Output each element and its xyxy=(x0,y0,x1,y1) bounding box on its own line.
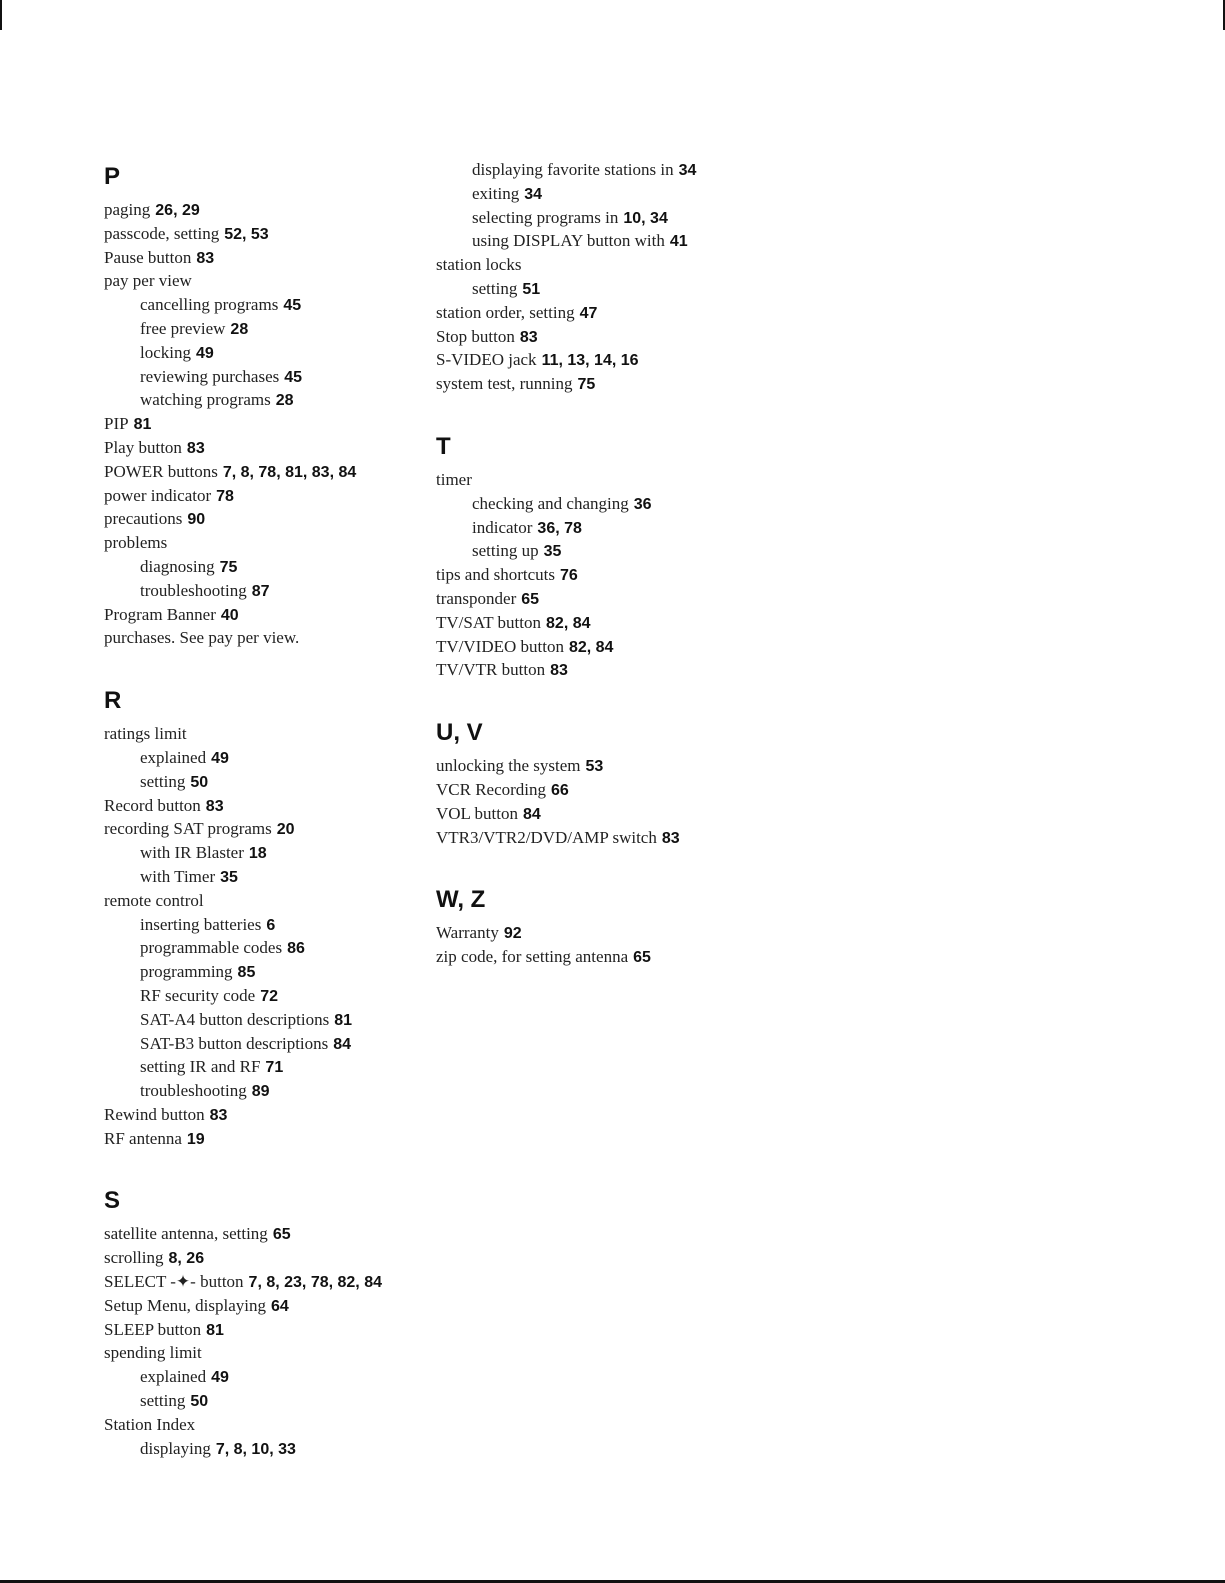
entry-page-numbers: 18 xyxy=(248,845,267,863)
index-entry xyxy=(104,1341,434,1365)
index-subentry xyxy=(436,158,776,182)
entry-term: explained xyxy=(140,747,207,767)
entry-page-numbers: 47 xyxy=(579,304,598,322)
entry-page-numbers: 49 xyxy=(211,749,229,767)
entry-term: programming xyxy=(140,962,233,982)
entry-term: POWER buttons xyxy=(104,461,218,481)
entry-page-numbers: 83 xyxy=(661,829,680,847)
index-subentry xyxy=(104,1437,434,1461)
section-letter-heading: R xyxy=(104,687,122,715)
index-subentry xyxy=(104,293,434,317)
index-entry xyxy=(436,635,776,659)
index-entry xyxy=(104,269,434,293)
entry-page-numbers: 84 xyxy=(523,805,541,823)
entry-term: selecting programs in xyxy=(472,207,619,227)
index-column-left xyxy=(104,160,434,1460)
entry-page-numbers: 64 xyxy=(270,1297,289,1315)
entry-term: TV/SAT button xyxy=(436,612,542,632)
index-subentry xyxy=(436,539,776,563)
index-entry xyxy=(104,794,434,818)
index-entry xyxy=(104,1318,434,1342)
entry-page-numbers: 20 xyxy=(276,821,295,839)
index-section xyxy=(436,158,776,396)
index-entry xyxy=(436,253,776,277)
entry-page-numbers: 28 xyxy=(275,392,294,410)
index-subentry xyxy=(104,388,434,412)
entry-page-numbers: 82, 84 xyxy=(546,614,591,632)
index-entry xyxy=(436,563,776,587)
entry-page-numbers: 52, 53 xyxy=(224,225,269,243)
entry-page-numbers: 92 xyxy=(503,925,522,943)
entry-page-numbers: 84 xyxy=(333,1035,352,1053)
entry-term: power indicator xyxy=(104,485,212,505)
entry-page-numbers: 81 xyxy=(206,1321,224,1339)
entry-term: reviewing purchases xyxy=(140,366,280,386)
entry-page-numbers: 7, 8, 23, 78, 82, 84 xyxy=(248,1274,382,1292)
index-entry xyxy=(104,460,434,484)
entry-term: watching programs xyxy=(140,390,271,410)
entry-term: troubleshooting xyxy=(140,1081,247,1101)
entry-term: programmable codes xyxy=(140,938,283,958)
entry-page-numbers: 10, 34 xyxy=(623,209,668,227)
entry-page-numbers: 7, 8, 10, 33 xyxy=(215,1440,296,1458)
entry-term: PIP xyxy=(104,414,129,434)
index-entry xyxy=(104,1270,434,1294)
index-subentry xyxy=(436,206,776,230)
entry-page-numbers: 86 xyxy=(287,940,305,958)
entry-page-numbers: 49 xyxy=(196,344,214,362)
entry-term: timer xyxy=(436,469,472,489)
entry-term: setting xyxy=(140,771,186,791)
index-column-right xyxy=(436,158,776,969)
entry-page-numbers: 6 xyxy=(266,916,276,934)
index-subentry xyxy=(104,1032,434,1056)
entry-page-numbers: 71 xyxy=(265,1059,284,1077)
entry-page-numbers: 83 xyxy=(519,328,538,346)
index-entry xyxy=(104,1222,434,1246)
entry-term: station order, setting xyxy=(436,302,575,322)
entry-term: SLEEP button xyxy=(104,1319,202,1339)
index-subentry xyxy=(104,1365,434,1389)
index-subentry xyxy=(104,841,434,865)
index-entry xyxy=(104,603,434,627)
entry-page-numbers: 65 xyxy=(633,949,651,967)
index-entry xyxy=(436,587,776,611)
entry-page-numbers: 7, 8, 78, 81, 83, 84 xyxy=(222,463,357,481)
index-entry xyxy=(436,348,776,372)
entry-page-numbers: 78 xyxy=(216,487,234,505)
entry-page-numbers: 89 xyxy=(251,1083,270,1101)
index-entry xyxy=(104,1103,434,1127)
section-letter-heading: P xyxy=(104,163,121,190)
entry-term: zip code, for setting antenna xyxy=(436,947,629,967)
entry-term: with Timer xyxy=(140,866,216,886)
entry-page-numbers: 28 xyxy=(230,320,249,338)
entry-page-numbers: 90 xyxy=(187,511,206,529)
entry-page-numbers: 81 xyxy=(334,1011,353,1029)
entry-term: displaying xyxy=(140,1438,211,1458)
index-entry xyxy=(436,468,776,492)
entry-term: TV/VIDEO button xyxy=(436,636,564,656)
entry-term: with IR Blaster xyxy=(140,843,244,863)
index-entry xyxy=(104,722,434,746)
entry-term: satellite antenna, setting xyxy=(104,1224,268,1244)
entry-page-numbers: 45 xyxy=(284,368,303,386)
index-subentry xyxy=(436,182,776,206)
entry-term: setting xyxy=(140,1391,186,1411)
index-entry xyxy=(436,945,776,969)
index-subentry xyxy=(104,317,434,341)
entry-page-numbers: 66 xyxy=(551,781,569,799)
entry-page-numbers: 65 xyxy=(272,1226,291,1244)
entry-term: Setup Menu, displaying xyxy=(104,1295,266,1315)
entry-page-numbers: 85 xyxy=(237,964,256,982)
entry-term: passcode, setting xyxy=(104,223,220,243)
entry-term: displaying favorite stations in xyxy=(472,160,674,179)
entry-page-numbers: 53 xyxy=(585,758,604,776)
index-entry xyxy=(104,507,434,531)
entry-term: troubleshooting xyxy=(140,580,247,600)
index-entry xyxy=(436,325,776,349)
index-section xyxy=(436,883,776,969)
index-section xyxy=(104,684,434,1150)
entry-term: RF security code xyxy=(140,985,256,1005)
index-entry xyxy=(436,611,776,635)
entry-term: ratings limit xyxy=(104,724,187,744)
index-section xyxy=(104,1184,434,1460)
index-entry xyxy=(104,1294,434,1318)
entry-term: Record button xyxy=(104,795,201,815)
index-entry xyxy=(104,222,434,246)
entry-term: free preview xyxy=(140,318,226,338)
entry-term: Program Banner xyxy=(104,604,216,624)
entry-term: indicator xyxy=(472,517,533,537)
entry-term: pay per view xyxy=(104,271,192,291)
entry-page-numbers: 36, 78 xyxy=(537,519,582,537)
entry-page-numbers: 34 xyxy=(524,185,543,203)
entry-term: exiting xyxy=(472,183,520,203)
index-section xyxy=(436,716,776,849)
index-subentry xyxy=(104,936,434,960)
entry-term: VOL button xyxy=(436,803,519,823)
index-entry xyxy=(104,626,434,650)
index-section xyxy=(436,430,776,682)
entry-page-numbers: 75 xyxy=(219,558,238,576)
index-entry xyxy=(104,817,434,841)
entry-term: SAT-B3 button descriptions xyxy=(140,1033,329,1053)
index-entry xyxy=(104,198,434,222)
entry-term: system test, running xyxy=(436,374,573,394)
entry-page-numbers: 83 xyxy=(209,1106,228,1124)
index-subentry xyxy=(436,277,776,301)
entry-term: SAT-A4 button descriptions xyxy=(140,1009,330,1029)
index-entry xyxy=(104,889,434,913)
entry-page-numbers: 81 xyxy=(133,416,152,434)
entry-term: Pause button xyxy=(104,247,192,267)
entry-term: Play button xyxy=(104,437,182,457)
entry-term: tips and shortcuts xyxy=(436,565,555,585)
section-letter-heading: T xyxy=(436,432,451,460)
index-entry xyxy=(104,436,434,460)
entry-page-numbers: 35 xyxy=(543,543,562,561)
entry-page-numbers: 45 xyxy=(283,297,302,315)
entry-term: unlocking the system xyxy=(436,756,581,776)
entry-page-numbers: 83 xyxy=(196,249,215,267)
entry-term: Stop button xyxy=(436,326,515,346)
entry-page-numbers: 72 xyxy=(260,987,278,1005)
entry-term: TV/VTR button xyxy=(436,660,546,680)
index-section xyxy=(104,160,434,650)
index-subentry xyxy=(104,1079,434,1103)
entry-page-numbers: 11, 13, 14, 16 xyxy=(541,352,639,370)
entry-page-numbers: 49 xyxy=(211,1369,229,1387)
entry-term: paging xyxy=(104,200,151,219)
entry-term: Rewind button xyxy=(104,1104,205,1124)
entry-term: remote control xyxy=(104,890,204,910)
index-subentry xyxy=(104,960,434,984)
entry-page-numbers: 19 xyxy=(186,1130,205,1148)
entry-term: purchases. See pay per view. xyxy=(104,628,300,648)
index-entry xyxy=(104,531,434,555)
entry-page-numbers: 26, 29 xyxy=(155,202,200,219)
section-gap xyxy=(436,682,776,716)
entry-page-numbers: 41 xyxy=(669,233,688,251)
entry-term: Warranty xyxy=(436,923,499,943)
index-subentry xyxy=(104,555,434,579)
entry-term: inserting batteries xyxy=(140,914,262,934)
entry-term: explained xyxy=(140,1367,207,1387)
index-entry xyxy=(104,1127,434,1151)
index-subentry xyxy=(104,865,434,889)
entry-term: recording SAT programs xyxy=(104,819,272,839)
entry-page-numbers: 75 xyxy=(577,376,596,394)
entry-term: diagnosing xyxy=(140,556,215,576)
index-entry xyxy=(436,826,776,850)
entry-page-numbers: 35 xyxy=(220,868,238,886)
entry-term: setting xyxy=(472,278,518,298)
index-entry xyxy=(436,802,776,826)
entry-page-numbers: 83 xyxy=(550,662,568,680)
entry-term: setting up xyxy=(472,541,539,561)
index-entry xyxy=(436,778,776,802)
index-subentry xyxy=(104,913,434,937)
entry-term: Station Index xyxy=(104,1414,196,1434)
entry-term: precautions xyxy=(104,509,183,529)
entry-page-numbers: 83 xyxy=(186,439,205,457)
entry-term: setting IR and RF xyxy=(140,1057,261,1077)
index-entry xyxy=(104,1246,434,1270)
index-entry xyxy=(436,301,776,325)
index-subentry xyxy=(104,1008,434,1032)
entry-page-numbers: 40 xyxy=(220,606,239,624)
entry-term: station locks xyxy=(436,255,522,275)
index-subentry xyxy=(436,516,776,540)
entry-page-numbers: 83 xyxy=(205,797,224,815)
entry-term: VTR3/VTR2/DVD/AMP switch xyxy=(436,827,657,847)
index-subentry xyxy=(104,579,434,603)
entry-term: S-VIDEO jack xyxy=(436,350,537,370)
entry-term: spending limit xyxy=(104,1343,202,1363)
entry-term: SELECT -✦- button xyxy=(104,1272,244,1292)
index-entry xyxy=(436,754,776,778)
index-entry xyxy=(436,372,776,396)
entry-page-numbers: 82, 84 xyxy=(568,638,614,656)
index-subentry xyxy=(104,365,434,389)
crop-mark-left xyxy=(0,0,2,30)
section-letter-heading: U, V xyxy=(436,719,483,747)
entry-page-numbers: 76 xyxy=(560,567,578,585)
entry-page-numbers: 36 xyxy=(633,495,652,513)
entry-page-numbers: 87 xyxy=(251,582,270,600)
entry-term: locking xyxy=(140,342,191,362)
entry-page-numbers: 34 xyxy=(678,162,697,179)
index-subentry xyxy=(436,492,776,516)
index-subentry xyxy=(436,229,776,253)
index-subentry xyxy=(104,1055,434,1079)
entry-term: scrolling xyxy=(104,1248,164,1268)
section-gap xyxy=(104,650,434,684)
section-gap xyxy=(436,396,776,430)
section-letter-heading: W, Z xyxy=(436,886,486,914)
index-entry xyxy=(436,921,776,945)
entry-page-numbers: 51 xyxy=(522,280,541,298)
index-entry xyxy=(104,484,434,508)
entry-term: transponder xyxy=(436,588,517,608)
entry-page-numbers: 50 xyxy=(190,1393,209,1411)
entry-term: using DISPLAY button with xyxy=(472,231,665,251)
index-subentry xyxy=(104,984,434,1008)
index-subentry xyxy=(104,1389,434,1413)
section-gap xyxy=(436,849,776,883)
index-entry xyxy=(104,246,434,270)
index-subentry xyxy=(104,770,434,794)
index-entry xyxy=(104,1413,434,1437)
entry-page-numbers: 65 xyxy=(521,590,540,608)
index-entry xyxy=(436,658,776,682)
section-letter-heading: S xyxy=(104,1187,121,1215)
entry-term: cancelling programs xyxy=(140,295,279,315)
index-subentry xyxy=(104,341,434,365)
index-subentry xyxy=(104,746,434,770)
entry-page-numbers: 50 xyxy=(190,773,209,791)
entry-page-numbers: 8, 26 xyxy=(168,1250,205,1268)
entry-term: problems xyxy=(104,533,168,553)
entry-term: VCR Recording xyxy=(436,779,547,799)
entry-term: checking and changing xyxy=(472,493,629,513)
index-entry xyxy=(104,412,434,436)
section-gap xyxy=(104,1150,434,1184)
entry-term: RF antenna xyxy=(104,1128,182,1148)
